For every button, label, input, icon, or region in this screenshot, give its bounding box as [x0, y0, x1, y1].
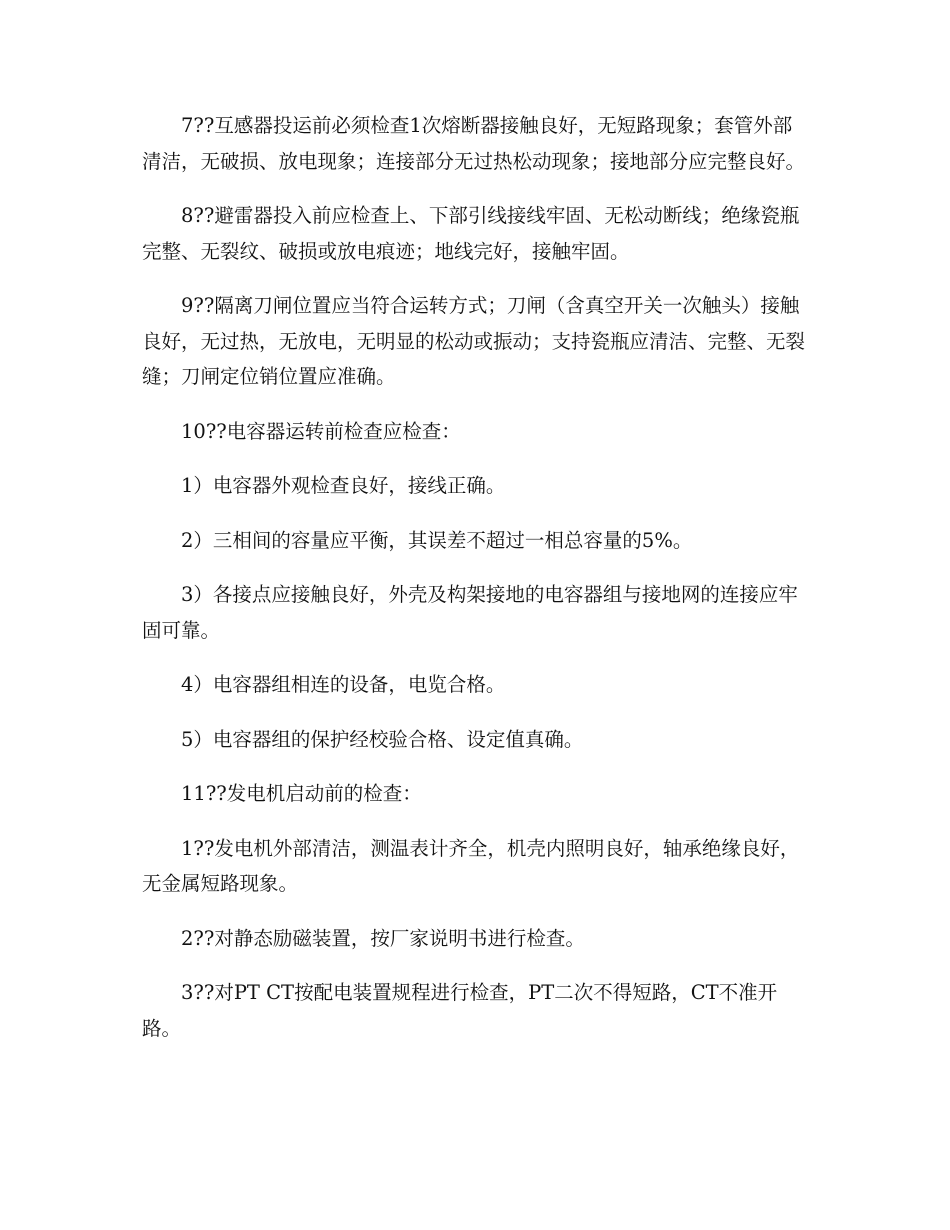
- paragraph-subitem-11-3: 3??对PT CT按配电装置规程进行检查，PT二次不得短路，CT不准开路。: [142, 981, 778, 1040]
- paragraph-subitem-10-1: 1）电容器外观检查良好，接线正确。: [181, 474, 506, 497]
- paragraph-subitem-11-2: 2??对静态励磁装置，按厂家说明书进行检查。: [181, 926, 585, 950]
- paragraph-subitem-11-1: 1??发电机外部清洁，测温表计齐全，机壳内照明良好，轴承绝缘良好，无金属短路现象。: [142, 836, 800, 895]
- paragraph-heading-10: 10??电容器运转前检查应检查：: [181, 419, 461, 443]
- paragraph-subitem-10-2: 2）三相间的容量应平衡，其误差不超过一相总容量的5%。: [181, 528, 693, 552]
- paragraph-subitem-10-5: 5）电容器组的保护经校验合格、设定值真确。: [181, 727, 584, 751]
- paragraph-heading-11: 11??发电机启动前的检查：: [181, 782, 422, 805]
- paragraph-item-7: 7??互感器投运前必须检查1次熔断器接触良好，无短路现象；套管外部清洁，无破损、放电现象；连接部分无过热松动现象；接地部分应完整良好。: [142, 114, 806, 173]
- paragraph-subitem-10-4: 4）电容器组相连的设备，电览合格。: [181, 673, 506, 696]
- paragraph-item-9: 9??隔离刀闸位置应当符合运转方式；刀闸（含真空开关一次触头）接触良好，无过热，无放电，无明显的松动或振动；支持瓷瓶应清洁、完整、无裂缝；刀闸定位销位置应准确。: [142, 294, 806, 388]
- paragraph-item-8: 8??避雷器投入前应检查上、下部引线接线牢固、无松动断线；绝缘瓷瓶完整、无裂纹、破损或放电痕迹；地线完好，接触牢固。: [142, 204, 800, 263]
- paragraph-subitem-10-3: 3）各接点应接触良好，外壳及构架接地的电容器组与接地网的连接应牢固可靠。: [142, 583, 798, 642]
- document-body: [142, 108, 808, 1065]
